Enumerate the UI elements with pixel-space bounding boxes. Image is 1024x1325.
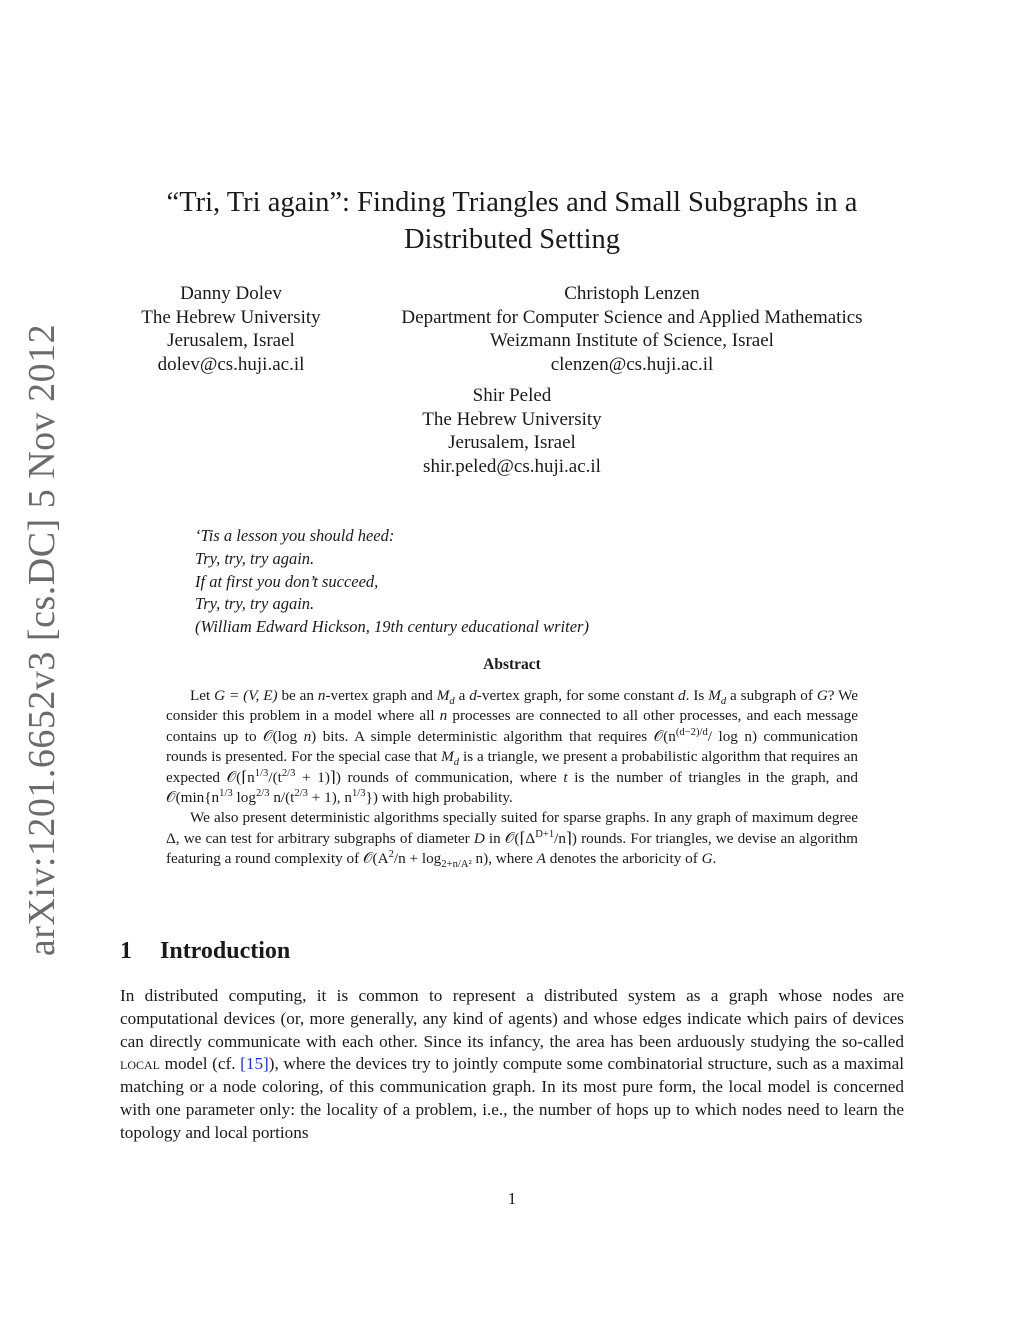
text: In distributed computing, it is common to represent a distributed system as a graph whose nodes are computational devices (or, more generally, any kind of agents) and whose edges indicate which pairs of devices can directly communicate with each other. Since its infancy, the area has been arduously studying the so-called xyxy=(120,986,904,1051)
math: G xyxy=(701,850,713,868)
author-block-peled xyxy=(392,384,632,478)
text: processes are connected to all other processes, and each message contains up to xyxy=(166,707,858,745)
math: M xyxy=(708,687,721,704)
paper-title: “Tri, Tri again”: Finding Triangles and Small Subgraphs in a Distributed Setting xyxy=(166,187,858,255)
math: n xyxy=(317,687,326,704)
math-subscript: d xyxy=(449,696,455,708)
math: /n + log xyxy=(393,850,442,868)
abstract-body xyxy=(166,686,858,870)
epigraph-line: Try, try, try again. xyxy=(195,548,315,568)
text: denotes the arboricity of xyxy=(545,850,702,868)
author-name: Christoph Lenzen xyxy=(564,283,700,304)
text: communication rounds is presented. For the special case that xyxy=(166,727,858,766)
math: log xyxy=(232,789,256,807)
math: D xyxy=(473,829,485,847)
epigraph-attribution: (William Edward Hickson, 19th century educational writer) xyxy=(195,617,589,637)
abstract-heading: Abstract xyxy=(483,656,541,673)
small-caps-term: local xyxy=(120,1054,160,1074)
math: G = (V, E) xyxy=(214,687,278,704)
math: d xyxy=(469,687,477,704)
author-affiliation: The Hebrew University xyxy=(422,408,602,430)
math-subscript: d xyxy=(453,757,460,769)
text: We also present deterministic algorithms specially suited for sparse graphs. In any graph of maximum degree xyxy=(190,809,858,827)
text: bits. A simple deterministic algorithm that requires xyxy=(316,727,654,745)
math-superscript: D+1 xyxy=(535,828,555,840)
math: M xyxy=(441,748,454,766)
author-email[interactable]: shir.peled@cs.huji.ac.il xyxy=(423,455,601,477)
page-number: 1 xyxy=(507,1189,517,1208)
math: n) xyxy=(471,850,489,868)
text: , we can test for arbitrary subgraphs of diameter xyxy=(175,829,474,847)
math-superscript: 2/3 xyxy=(255,787,270,799)
text: model (cf. xyxy=(160,1054,241,1074)
author-block-dolev xyxy=(120,282,342,376)
author-affiliation: Department for Computer Science and Applied Mathematics xyxy=(401,306,863,328)
epigraph xyxy=(195,525,589,639)
math-superscript: 1/3 xyxy=(219,787,233,799)
math: n xyxy=(303,727,312,745)
section-number: 1 xyxy=(120,938,132,964)
text: rounds of communication, where xyxy=(340,768,564,786)
text: . Is xyxy=(685,687,709,704)
text: -vertex graph, for some constant xyxy=(476,687,679,704)
math: 𝒪(log xyxy=(263,727,304,745)
math: n/(t xyxy=(269,789,295,807)
introduction-text xyxy=(120,985,904,1145)
math: }) xyxy=(365,789,378,807)
math: 𝒪(⌈n xyxy=(226,768,255,786)
math: 𝒪(min{n xyxy=(166,789,220,807)
math: t xyxy=(563,768,568,786)
math: + 1), n xyxy=(307,789,352,807)
text: rounds. For triangles, we devise an algorithm featuring a round complexity of xyxy=(166,829,858,868)
author-name: Shir Peled xyxy=(472,385,552,406)
text: -vertex graph and xyxy=(325,687,437,704)
math-subscript: d xyxy=(720,696,727,708)
introduction-paragraph xyxy=(120,985,904,1145)
epigraph-line: If at first you don’t succeed, xyxy=(195,571,379,591)
text: be an xyxy=(277,687,318,704)
text: ), where the devices try to jointly compute some combinatorial structure, such as a maximal matching or a node coloring, of this communication graph. In its most pure form, the local model is concerned with one parameter only: the locality of a problem, i.e., the number of hops up to which nodes need to learn the topology and local portions xyxy=(120,1054,904,1142)
author-location: Jerusalem, Israel xyxy=(448,432,576,453)
abstract-paragraph-2 xyxy=(166,808,858,869)
math: / log n) xyxy=(707,727,758,745)
author-email[interactable]: dolev@cs.huji.ac.il xyxy=(157,353,305,375)
math: Δ xyxy=(166,829,176,847)
section-title: Introduction xyxy=(160,938,291,964)
text: in xyxy=(484,829,505,847)
author-email[interactable]: clenzen@cs.huji.ac.il xyxy=(550,353,714,375)
author-affiliation: The Hebrew University xyxy=(141,306,321,328)
text: is the number of triangles in the graph, and xyxy=(567,768,859,786)
math-superscript: 2 xyxy=(388,849,394,861)
math-subscript: 2+n/A² xyxy=(441,859,472,871)
math: d xyxy=(678,687,686,704)
math-superscript: 1/3 xyxy=(254,767,269,779)
math: /(t xyxy=(268,768,282,786)
epigraph-line: ‘Tis a lesson you should heed: xyxy=(195,526,395,545)
math: 𝒪(A xyxy=(362,850,389,868)
arxiv-identifier: arXiv:1201.6652v3 [cs.DC] 5 Nov 2012 xyxy=(21,323,63,957)
text: is a triangle, we present a probabilistic algorithm that requires an expected xyxy=(166,748,859,786)
section-heading-introduction xyxy=(120,938,290,965)
epigraph-line: Try, try, try again. xyxy=(195,594,315,614)
math-superscript: 2/3 xyxy=(294,787,308,799)
math: ) xyxy=(311,727,317,745)
text: with high probability. xyxy=(377,789,513,807)
math: + 1)⌉) xyxy=(295,768,341,786)
math: G xyxy=(816,687,828,704)
citation-link[interactable]: [15] xyxy=(240,1054,269,1074)
math-superscript: 1/3 xyxy=(351,787,366,799)
math-superscript: (d−2)/d xyxy=(675,726,708,738)
math: A xyxy=(536,850,546,868)
text: a subgraph of xyxy=(726,687,817,704)
math: /n⌉) xyxy=(554,829,577,847)
math: n xyxy=(439,707,448,725)
math: 𝒪(n xyxy=(653,727,676,745)
math: M xyxy=(436,687,450,704)
text: ? We consider this problem in a model where all xyxy=(166,687,858,725)
text: , where xyxy=(488,850,537,868)
abstract-paragraph-1 xyxy=(166,686,858,808)
text: Let xyxy=(190,687,215,704)
math: 𝒪(⌈Δ xyxy=(504,829,536,847)
author-name: Danny Dolev xyxy=(180,283,282,304)
author-location: Weizmann Institute of Science, Israel xyxy=(490,330,774,351)
author-location: Jerusalem, Israel xyxy=(167,330,295,351)
author-block-lenzen xyxy=(360,282,904,376)
text: . xyxy=(712,850,717,868)
math-superscript: 2/3 xyxy=(281,767,296,779)
text: a xyxy=(454,687,470,704)
